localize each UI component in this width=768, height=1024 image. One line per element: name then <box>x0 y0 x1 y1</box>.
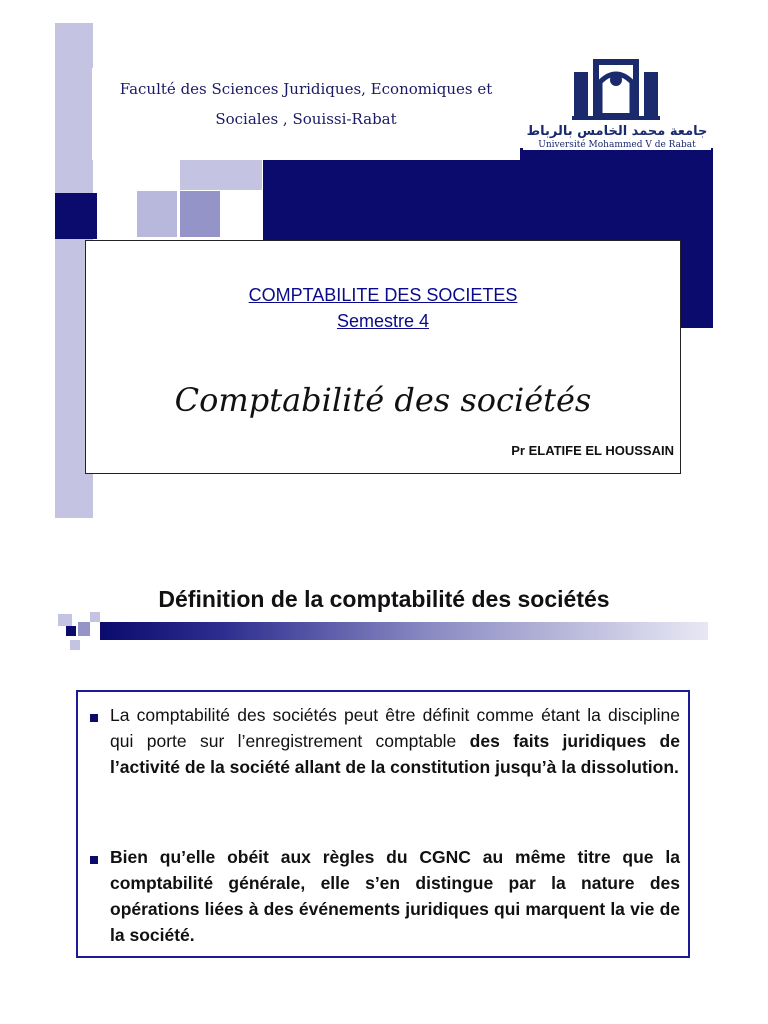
definition-paragraph-1 <box>110 702 680 780</box>
logo-arabic-text: جامعة محمد الخامس بالرباط <box>526 124 708 139</box>
decor-square <box>90 612 100 622</box>
logo-latin-text: Université Mohammed V de Rabat <box>538 140 696 150</box>
decor-square <box>66 626 76 636</box>
decor-square <box>137 191 177 237</box>
faculty-name-line1: Faculté des Sciences Juridiques, Economiques et <box>119 80 493 98</box>
definition-box <box>76 690 690 958</box>
square-bullet-icon <box>90 856 98 864</box>
faculty-name-line2: Sociales , Souissi-Rabat <box>215 110 397 128</box>
title-box <box>85 240 681 474</box>
square-bullet-icon <box>90 714 98 722</box>
definition-paragraph-2: Bien qu’elle obéit aux règles du CGNC au même titre que la comptabilité générale, elle s’en distingue par la nature des opérations liées à des événements juridiques qui marquent la vie de la société. <box>110 847 680 945</box>
decor-square <box>55 193 97 239</box>
paragraph-1-bold-text: des faits juridiques de l’activité de la société allant de la constitution jusqu’à la dissolution. <box>110 731 680 777</box>
university-emblem-icon <box>570 58 662 122</box>
semester-label: Semestre 4 <box>336 311 430 331</box>
faculty-box <box>92 68 520 160</box>
course-title: COMPTABILITE DES SOCIETES <box>248 285 518 305</box>
decor-square <box>70 640 80 650</box>
paragraph-1-text: La comptabilité des sociétés peut être définit comme étant la discipline qui porte sur l’enregistrement comptable <box>110 705 680 751</box>
title-slide <box>55 23 713 518</box>
slide-title: Comptabilité des sociétés <box>174 381 592 419</box>
decor-square <box>78 622 90 636</box>
decor-square <box>58 614 72 626</box>
university-logo <box>523 58 711 150</box>
heading-underline-bar <box>100 622 708 640</box>
decor-square <box>180 191 220 237</box>
slide2-heading: Définition de la comptabilité des sociétés <box>158 586 610 612</box>
professor-name: Pr ELATIFE EL HOUSSAIN <box>511 443 674 458</box>
